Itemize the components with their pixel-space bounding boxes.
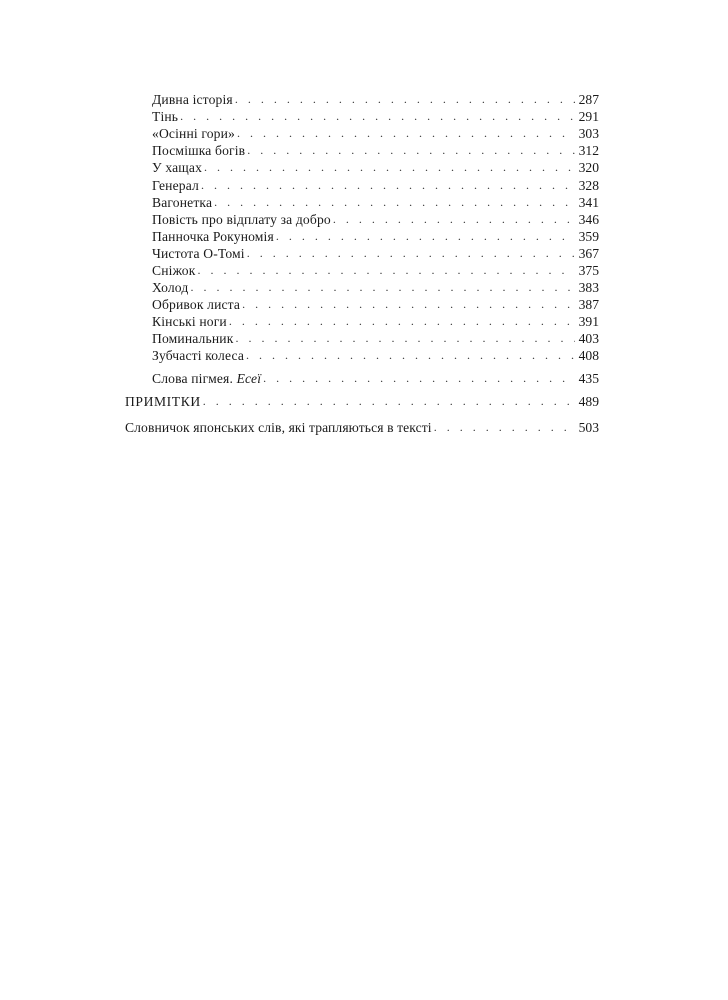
dot-leader — [201, 177, 575, 194]
toc-entry — [152, 142, 599, 159]
toc-entry-page: 375 — [578, 263, 599, 278]
toc-entry-glossary — [125, 419, 599, 436]
toc-entry-title: Кінські ноги — [152, 314, 227, 329]
toc-entry-page: 291 — [578, 109, 599, 124]
toc-entry-page: 367 — [578, 246, 599, 261]
toc-entry — [152, 245, 599, 262]
toc-entry — [152, 330, 599, 347]
dot-leader — [214, 194, 574, 211]
toc-entry — [152, 108, 599, 125]
toc-entry — [152, 159, 599, 176]
dot-leader — [263, 370, 574, 387]
toc-entry — [152, 177, 599, 194]
toc-entry — [152, 228, 599, 245]
toc-entry-page: 359 — [578, 229, 599, 244]
toc-entry-page: 408 — [578, 348, 599, 363]
dot-leader — [190, 279, 574, 296]
toc-entry-page: 383 — [578, 280, 599, 295]
essay-title: Слова пігмея. — [152, 371, 234, 386]
notes-heading: ПРИМІТКИ — [125, 394, 201, 409]
dot-leader — [434, 419, 575, 436]
toc-entry-page: 435 — [578, 371, 599, 386]
dot-leader — [247, 142, 574, 159]
toc-entry-title: «Осінні гори» — [152, 126, 236, 141]
toc-entry-page: 320 — [578, 160, 599, 175]
toc-entry-title: Вагонетка — [152, 195, 213, 210]
dot-leader — [247, 245, 575, 262]
dot-leader — [237, 125, 575, 142]
toc-entry — [152, 313, 599, 330]
toc-entry-title: Тінь — [152, 109, 179, 124]
toc-entry-page: 346 — [578, 212, 599, 227]
dot-leader — [229, 313, 575, 330]
toc-entry-page: 403 — [578, 331, 599, 346]
toc-entry-page: 287 — [578, 92, 599, 107]
dot-leader — [235, 330, 574, 347]
toc-entry-notes — [125, 393, 599, 410]
toc-entry — [152, 91, 599, 108]
toc-entry-page: 341 — [578, 195, 599, 210]
toc-entry-page: 312 — [578, 143, 599, 158]
toc-entry — [152, 194, 599, 211]
toc-entry-page: 303 — [578, 126, 599, 141]
dot-leader — [203, 393, 575, 410]
toc-entry-essay — [152, 370, 599, 387]
toc-entry-page: 387 — [578, 297, 599, 312]
toc-entry — [152, 279, 599, 296]
toc-entry-title: Панночка Рокуномія — [152, 229, 274, 244]
toc-entry-title: Генерал — [152, 178, 199, 193]
toc-entry — [152, 262, 599, 279]
toc-entry-title: Дивна історія — [152, 92, 233, 107]
toc-entry — [152, 211, 599, 228]
dot-leader — [235, 91, 575, 108]
toc-entry-title: Зубчасті колеса — [152, 348, 245, 363]
toc-entry — [152, 296, 599, 313]
dot-leader — [333, 211, 575, 228]
dot-leader — [276, 228, 575, 245]
toc-entry-title: У хащах — [152, 160, 203, 175]
toc-entry-title: Посмішка богів — [152, 143, 246, 158]
toc-entry — [152, 125, 599, 142]
toc-entry-title: Обривок листа — [152, 297, 241, 312]
toc-entry-page: 391 — [578, 314, 599, 329]
toc-entry-title — [152, 370, 263, 387]
essay-subtitle: Есеї — [236, 371, 262, 386]
glossary-title: Словничок японських слів, які трапляються в тексті — [125, 420, 432, 435]
dot-leader — [242, 296, 574, 313]
dot-leader — [246, 347, 575, 364]
dot-leader — [197, 262, 574, 279]
toc-entry — [152, 347, 599, 364]
toc-entry-title: Повість про відплату за добро — [152, 212, 331, 227]
toc-entry-title: Чистота О-Томі — [152, 246, 245, 261]
toc-entry-title: Сніжок — [152, 263, 196, 278]
toc-entry-page: 328 — [578, 178, 599, 193]
toc-entry-page: 489 — [578, 394, 599, 409]
dot-leader — [204, 159, 575, 176]
toc-entry-title: Поминальник — [152, 331, 234, 346]
dot-leader — [180, 108, 574, 125]
toc-entry-title: Холод — [152, 280, 189, 295]
toc-entry-page: 503 — [578, 420, 599, 435]
